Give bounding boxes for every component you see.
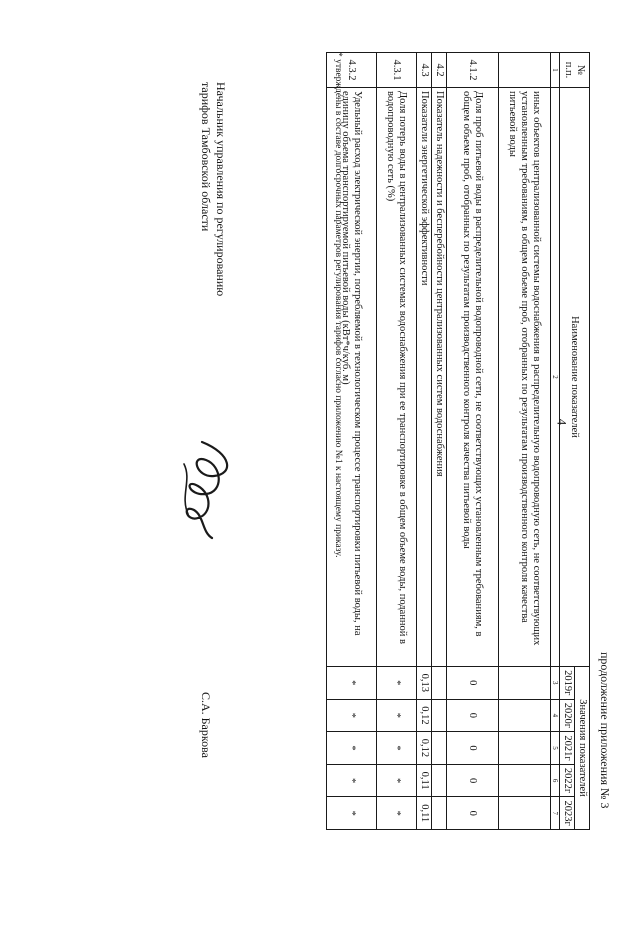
table-row	[498, 53, 550, 830]
header-values-group: Значения показателей	[574, 667, 589, 830]
header-year: 2022г	[559, 764, 574, 797]
row-value	[498, 732, 550, 765]
header-year: 2019г	[559, 667, 574, 700]
index-cell: 2	[550, 88, 559, 667]
appendix-caption: продолжение приложения № 3	[598, 652, 612, 809]
row-value: 0	[446, 667, 498, 700]
index-cell: 6	[550, 764, 559, 797]
row-value	[431, 732, 446, 765]
row-value: 0,12	[416, 732, 431, 765]
row-value	[498, 764, 550, 797]
table-index-row	[550, 53, 559, 830]
row-value: *	[376, 699, 416, 732]
row-value: 0,11	[416, 797, 431, 830]
row-value: 0	[446, 797, 498, 830]
row-value: *	[326, 797, 376, 830]
index-cell: 1	[550, 53, 559, 88]
row-value: *	[376, 667, 416, 700]
row-value	[498, 667, 550, 700]
footnote: * утверждены в составе долгосрочных параметров регулирования тарифов согласно приложению №1 к настоящему приказу.	[333, 52, 343, 558]
signatory-title-line: тарифов Тамбовской области	[199, 82, 213, 232]
row-value	[431, 667, 446, 700]
row-num: 4.1.2	[446, 53, 498, 88]
row-value: 0	[446, 699, 498, 732]
indicators-table	[326, 52, 590, 830]
row-num: 4.3.2	[326, 53, 376, 88]
signer-name: С.А. Баркова	[199, 692, 213, 758]
row-value: *	[326, 667, 376, 700]
row-num: 4.2	[431, 53, 446, 88]
row-value	[431, 797, 446, 830]
row-value: *	[376, 764, 416, 797]
handwritten-signature	[172, 434, 242, 544]
row-value: 0,11	[416, 764, 431, 797]
row-value: 0,12	[416, 699, 431, 732]
row-value: 0	[446, 732, 498, 765]
table-row	[416, 53, 431, 830]
table-header-row	[574, 53, 589, 830]
header-year: 2023г	[559, 797, 574, 830]
page-number: 4	[554, 418, 570, 426]
index-cell: 7	[550, 797, 559, 830]
row-num: 4.3.1	[376, 53, 416, 88]
row-name: Доля потерь воды в централизованных системах водоснабжения при ее транспортировке в общем объеме воды, поданной в водопроводную сеть (%)	[376, 88, 416, 667]
index-cell: 3	[550, 667, 559, 700]
row-value: 0,13	[416, 667, 431, 700]
row-value: *	[326, 764, 376, 797]
row-num: 4.3	[416, 53, 431, 88]
row-name: Доля проб питьевой воды в распределительной водопроводной сети, не соответствующих установленным требованиям, в общем объеме проб, отобранных по результатам производственного контроля качества питьевой воды	[446, 88, 498, 667]
header-num: № п.п.	[559, 53, 589, 88]
row-value	[498, 699, 550, 732]
row-value: *	[376, 732, 416, 765]
row-value	[431, 764, 446, 797]
row-value: 0	[446, 764, 498, 797]
row-value: *	[326, 732, 376, 765]
row-name: Показатель надежности и бесперебойности централизованных систем водоснабжения	[431, 88, 446, 667]
table-row	[376, 53, 416, 830]
row-num	[498, 53, 550, 88]
index-cell: 5	[550, 732, 559, 765]
row-name: Показатели энергетической эффективности	[416, 88, 431, 667]
header-name: Наименование показателей	[559, 88, 589, 667]
row-value: *	[376, 797, 416, 830]
row-name: Удельный расход электрической энергии, потребляемой в технологическом процессе транспортировки питьевой воды, на единицу объема транспортируемой питьевой воды (кВт*ч/куб. м)	[326, 88, 376, 667]
row-value	[431, 699, 446, 732]
row-value	[498, 797, 550, 830]
document-content	[0, 52, 620, 932]
row-value: *	[326, 699, 376, 732]
row-name: иных объектов централизованной системы водоснабжения в распределительную водопроводную сеть, не соответствующих установленным требованиям, в общем объеме проб, отобранных по результатам производственного контроля качества питьевой воды	[498, 88, 550, 667]
header-year: 2020г	[559, 699, 574, 732]
signatory-title	[198, 82, 228, 296]
header-year: 2021г	[559, 732, 574, 765]
index-cell: 4	[550, 699, 559, 732]
table-row	[431, 53, 446, 830]
table-row	[446, 53, 498, 830]
signatory-title-line: Начальник управления по регулированию	[214, 82, 228, 297]
